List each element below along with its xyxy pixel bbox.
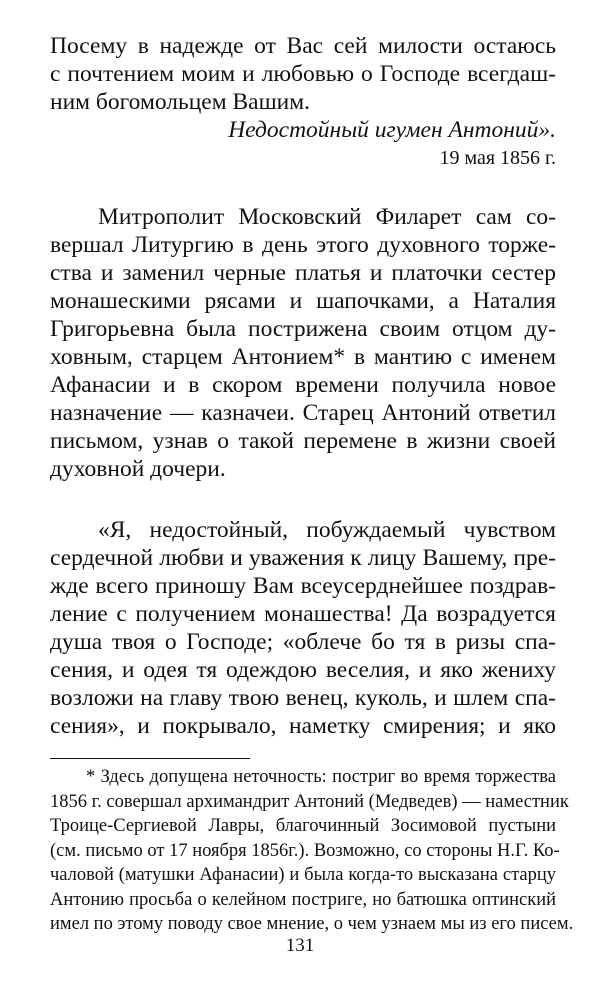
- text-line: душа твоя о Господе; «облече бо тя в ризы спа-: [50, 629, 556, 655]
- letter-signature: Недостойный игумен Антоний».: [228, 117, 556, 143]
- text-line: Афанасии и в скором времени получила новое: [50, 372, 556, 398]
- footnote-line: имел по этому поводу свое мнение, о чем узнаем мы из его писем.: [50, 914, 574, 934]
- text-line: ним богомольцем Вашим.: [50, 89, 310, 115]
- footnote-divider: [50, 758, 250, 759]
- footnote-line: (см. письмо от 17 ноября 1856г.). Возможно, со стороны Н.Г. Ко-: [50, 840, 560, 861]
- letter-ending: [50, 32, 556, 172]
- footnote: [50, 765, 574, 937]
- text-line: сения, и одея тя одеждою веселия, и яко жениху: [50, 657, 556, 683]
- text-line: с почтением моим и любовью о Господе всегдаш-: [50, 61, 556, 87]
- text-line: Григорьевна была пострижена своим отцом ду-: [50, 316, 556, 342]
- text-line: духовной дочери.: [50, 456, 226, 482]
- text-line: «Я, недостойный, побуждаемый чувством: [98, 517, 556, 543]
- footnote-line: чаловой (матушки Афанасии) и была когда-то высказана старцу: [50, 865, 556, 885]
- paragraph-gap: [50, 483, 556, 516]
- text-line: ства и заменил черные платья и платочки сестер: [50, 260, 556, 286]
- text-line: назначение — казначеи. Старец Антоний ответил: [50, 400, 556, 426]
- text-line: возложи на главу твою венец, куколь, и шлем спа-: [50, 685, 556, 711]
- letter-date: 19 мая 1856 г.: [439, 147, 556, 169]
- text-line: сения», и покрывало, наметку смирения; и яко: [50, 713, 556, 739]
- text-line: сердечной любви и уважения к лицу Вашему, пре-: [50, 545, 556, 571]
- footnote-line: * Здесь допущена неточность: постриг во время торжества: [86, 767, 556, 787]
- text-line: монашескими рясами и шапочками, а Наталия: [50, 288, 556, 314]
- footnote-line: 1856 г. совершал архимандрит Антоний (Медведев) — наместник: [50, 791, 569, 812]
- footnote-line: Антонию просьба о келейном постриге, но батюшка оптинский: [50, 889, 556, 910]
- text-line: ление с получением монашества! Да возрадуется: [50, 601, 556, 627]
- text-line: Митрополит Московский Филарет сам со-: [98, 204, 556, 230]
- text-line: вершал Литургию в день этого духовного торже-: [50, 232, 556, 258]
- narrative-paragraph: [50, 203, 556, 483]
- book-page: [50, 32, 574, 972]
- text-line: жде всего приношу Вам всеусерднейшее поздрав-: [50, 573, 556, 599]
- text-line: письмом, узнав о такой перемене в жизни своей: [50, 428, 556, 454]
- page-number: 131: [285, 935, 315, 956]
- text-line: ховным, старцем Антонием* в мантию с именем: [50, 344, 556, 370]
- paragraph-gap: [50, 172, 556, 203]
- footnote-line: Троице-Сергиевой Лавры, благочинный Зосимовой пустыни: [50, 816, 556, 836]
- quote-paragraph: [50, 516, 556, 740]
- text-line: Посему в надежде от Вас сей милости остаюсь: [50, 33, 556, 59]
